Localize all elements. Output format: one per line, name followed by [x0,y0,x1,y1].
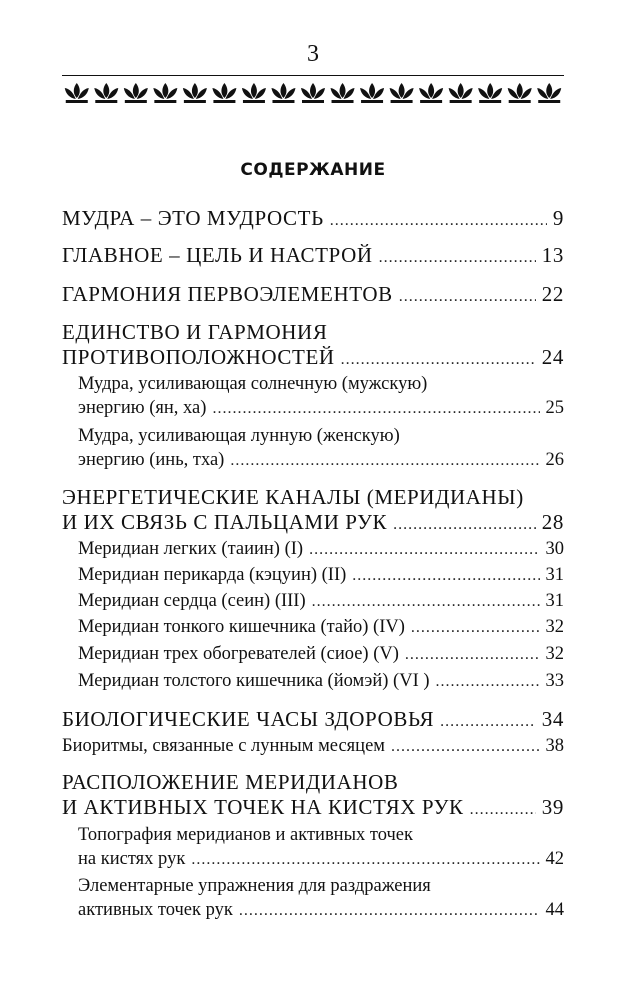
toc-entry [62,644,564,665]
dot-leader [212,400,539,418]
ornament-motif [331,83,355,103]
toc-page-number: 31 [545,565,564,585]
dot-leader [312,593,540,611]
ornament-motif [478,83,502,103]
ornament-motif [124,83,148,103]
toc-page-number: 42 [545,849,564,869]
toc-entry [62,795,564,820]
toc-page-number: 33 [545,671,564,691]
toc-entry-title-line: Элементарные упражнения для раздражения [78,876,431,896]
toc-entry-title: Меридиан тонкого кишечника (тайо) (IV) [78,617,405,637]
toc-entry-title-line: Топография меридианов и активных точек [78,825,414,845]
toc-page-number: 30 [545,539,564,559]
toc-page-number: 44 [545,900,564,920]
dot-leader [391,738,540,756]
dot-leader [352,567,539,585]
ornament-motif [153,83,177,103]
dot-leader [230,452,539,470]
toc-entry-title: И ИХ СВЯЗЬ С ПАЛЬЦАМИ РУК [62,510,388,534]
toc-entry [62,849,564,870]
ornament-motif [242,83,266,103]
toc-page-number: 32 [545,617,564,637]
ornament-motif [360,83,384,103]
dot-leader [470,801,536,819]
ornament-motif [212,83,236,103]
toc-entry [62,345,564,370]
toc-page-number: 39 [541,795,564,819]
toc-entry-title: Меридиан перикарда (кэцуин) (II) [78,565,347,585]
toc-entry-title-line: Мудра, усиливающая солнечную (мужскую) [78,374,428,394]
toc-entry-title: Меридиан толстого кишечника (йомэй) (VI ) [78,671,430,691]
dot-leader [393,516,536,534]
toc-entry [62,671,564,692]
toc-entry-title-line: ЕДИНСТВО И ГАРМОНИЯ [62,320,328,344]
ornament-motif [271,83,295,103]
toc-entry-title: Биоритмы, связанные с лунным месяцем [62,736,385,756]
toc-page-number: 32 [545,644,564,664]
ornament-border [62,80,564,106]
ornament-motif [419,83,443,103]
page-number: 3 [307,41,319,67]
toc-page-number: 28 [541,510,564,534]
toc-entry [62,450,564,471]
toc-entry [62,565,564,586]
toc-entry-title: энергию (инь, тха) [78,450,225,470]
toc-entry [62,539,564,560]
ornament-motif [183,83,207,103]
toc-entry-title: энергию (ян, ха) [78,398,207,418]
toc-entry [62,510,564,535]
header-rule [62,75,564,76]
toc-entry [62,282,564,307]
dot-leader [191,851,539,869]
toc-page-number: 25 [545,398,564,418]
toc-entry-title: МУДРА – ЭТО МУДРОСТЬ [62,206,324,230]
toc-entry [62,243,564,268]
dot-leader [379,249,536,267]
toc-page-number: 24 [541,345,564,369]
contents-heading: СОДЕРЖАНИЕ [240,160,386,180]
dot-leader [436,673,540,691]
ornament-motif [449,83,473,103]
dot-leader [411,619,540,637]
toc-entry-title-line: ЭНЕРГЕТИЧЕСКИЕ КАНАЛЫ (МЕРИДИАНЫ) [62,485,524,509]
dot-leader [405,646,540,664]
dot-leader [399,288,536,306]
toc-entry [62,617,564,638]
dot-leader [440,713,536,731]
toc-entry [62,900,564,921]
ornament-motif [65,83,89,103]
toc-entry [62,206,564,231]
dot-leader [330,212,547,230]
toc-entry-title: Меридиан трех обогревателей (сиое) (V) [78,644,399,664]
ornament-motif [537,83,561,103]
toc-entry-title: ГЛАВНОЕ – ЦЕЛЬ И НАСТРОЙ [62,243,373,267]
toc-entry-title: БИОЛОГИЧЕСКИЕ ЧАСЫ ЗДОРОВЬЯ [62,707,435,731]
toc-entry-title: активных точек рук [78,900,233,920]
toc-entry-title-line: Мудра, усиливающая лунную (женскую) [78,426,400,446]
toc-entry-title: ПРОТИВОПОЛОЖНОСТЕЙ [62,345,335,369]
toc-page-number: 34 [541,707,564,731]
ornament-motif [508,83,532,103]
toc-page-number: 9 [552,206,564,230]
toc-page-number: 31 [545,591,564,611]
toc-entry-title: Меридиан легких (таиин) (I) [78,539,304,559]
toc-entry [62,591,564,612]
toc-page-number: 22 [541,282,564,306]
toc-entry [62,736,564,757]
dot-leader [341,351,536,369]
dot-leader [309,541,539,559]
toc-entry-title: ГАРМОНИЯ ПЕРВОЭЛЕМЕНТОВ [62,282,393,306]
toc-page-number: 13 [541,243,564,267]
toc-entry [62,707,564,732]
toc-entry-title-line: РАСПОЛОЖЕНИЕ МЕРИДИАНОВ [62,770,399,794]
ornament-motif [301,83,325,103]
toc-page-number: 26 [545,450,564,470]
dot-leader [239,902,540,920]
toc-page-number: 38 [545,736,564,756]
toc-entry-title: Меридиан сердца (сеин) (III) [78,591,306,611]
ornament-motif [390,83,414,103]
toc-entry-title: на кистях рук [78,849,186,869]
toc-entry [62,398,564,419]
ornament-motif [94,83,118,103]
toc-entry-title: И АКТИВНЫХ ТОЧЕК НА КИСТЯХ РУК [62,795,464,819]
